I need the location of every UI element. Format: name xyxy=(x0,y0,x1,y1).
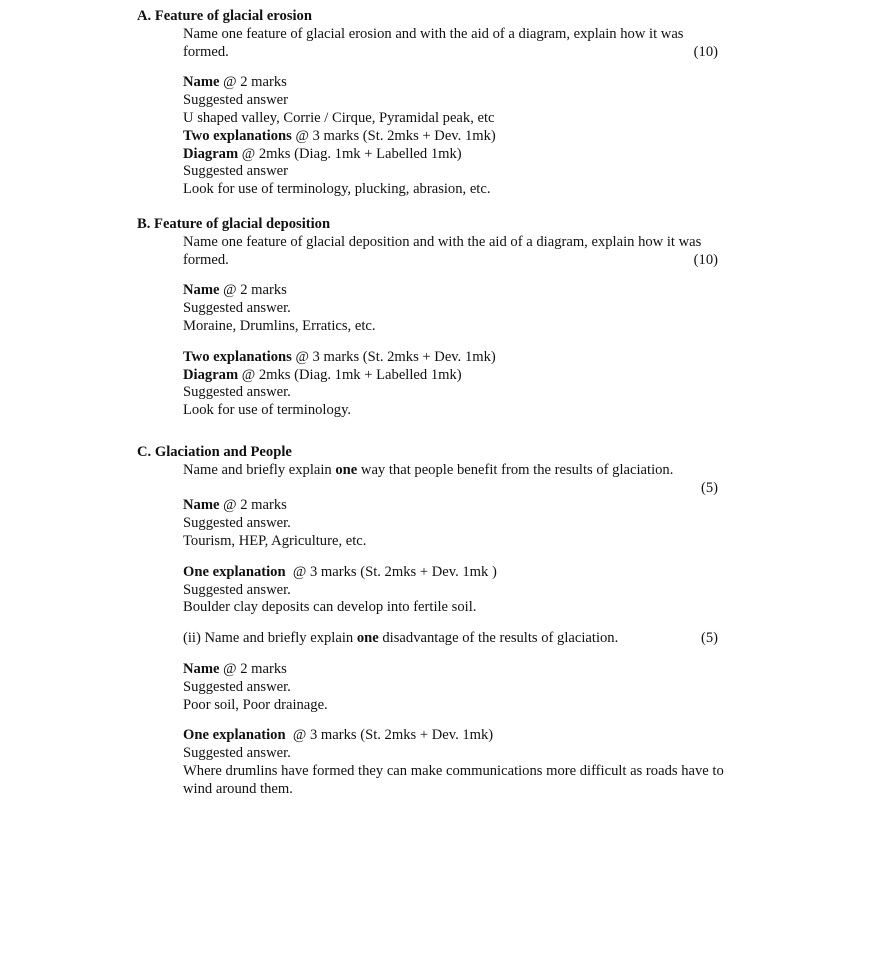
section-c-answer-4-line1: Where drumlins have formed they can make communications more difficult as roads have to xyxy=(183,762,724,779)
diagram-label: Diagram xyxy=(183,366,239,383)
section-b-marks: (10) xyxy=(693,251,718,268)
section-a-explanation-criterion xyxy=(183,128,757,146)
section-c-marks-2: (5) xyxy=(700,630,718,647)
section-a xyxy=(137,8,757,199)
explanation-label: Two explanations xyxy=(183,348,292,365)
section-b-answer-2: Look for use of terminology. xyxy=(183,402,352,419)
section-c-question-2 xyxy=(183,630,718,648)
name-label: Name xyxy=(183,282,220,299)
section-a-question-line2 xyxy=(183,44,718,62)
explanation-label: Two explanations xyxy=(183,127,292,144)
section-b-suggested-2: Suggested answer. xyxy=(183,384,291,401)
section-c-question xyxy=(183,462,757,480)
question-text: Name and briefly explain xyxy=(183,461,336,478)
explanation-label: One explanation xyxy=(183,563,286,580)
explanation-marks: @ 3 marks (St. 2mks + Dev. 1mk) xyxy=(291,127,496,144)
section-b-question-line2 xyxy=(183,252,718,270)
question-2-pre: (ii) Name and briefly explain xyxy=(183,630,357,647)
name-marks: @ 2 marks xyxy=(219,74,287,91)
section-c-explanation-criterion-2 xyxy=(183,727,757,745)
explanation-marks: @ 3 marks (St. 2mks + Dev. 1mk) xyxy=(285,727,494,744)
section-b-question-end: formed. xyxy=(183,251,229,268)
section-c-suggested-4: Suggested answer. xyxy=(183,745,291,762)
section-c xyxy=(137,444,757,799)
section-a-suggested-1: Suggested answer xyxy=(183,92,288,109)
question-2-text xyxy=(183,630,618,648)
section-c-title: C. Glaciation and People xyxy=(137,444,292,460)
section-b-diagram-criterion xyxy=(183,367,757,385)
diagram-marks: @ 2mks (Diag. 1mk + Labelled 1mk) xyxy=(238,145,462,162)
name-label: Name xyxy=(183,660,220,677)
section-c-answer-4-line2: wind around them. xyxy=(183,780,293,797)
section-c-answer-2: Boulder clay deposits can develop into fertile soil. xyxy=(183,599,477,616)
section-a-diagram-criterion xyxy=(183,146,757,164)
explanation-marks: @ 3 marks (St. 2mks + Dev. 1mk ) xyxy=(285,563,497,580)
section-a-answer-1: U shaped valley, Corrie / Cirque, Pyramidal peak, etc xyxy=(183,109,495,126)
name-marks: @ 2 marks xyxy=(219,282,287,299)
question-2-post: disadvantage of the results of glaciation. xyxy=(378,630,619,647)
section-c-name-criterion xyxy=(183,497,757,515)
section-b-question-line1: Name one feature of glacial deposition and with the aid of a diagram, explain how it was xyxy=(183,233,702,250)
section-a-title: A. Feature of glacial erosion xyxy=(137,8,312,24)
question-emphasis: one xyxy=(335,461,358,478)
diagram-label: Diagram xyxy=(183,145,239,162)
section-b-name-criterion xyxy=(183,282,757,300)
section-a-suggested-2: Suggested answer xyxy=(183,163,288,180)
name-label: Name xyxy=(183,497,220,514)
section-c-answer-3: Poor soil, Poor drainage. xyxy=(183,696,328,713)
explanation-label: One explanation xyxy=(183,727,286,744)
name-label: Name xyxy=(183,74,220,91)
section-b xyxy=(137,216,757,420)
section-b-suggested-1: Suggested answer. xyxy=(183,300,291,317)
section-c-name-criterion-2 xyxy=(183,661,757,679)
question-text-end: way that people benefit from the results of glaciation. xyxy=(357,461,674,478)
section-b-title: B. Feature of glacial deposition xyxy=(137,216,331,232)
name-marks: @ 2 marks xyxy=(219,660,287,677)
section-c-marks-row xyxy=(183,480,718,498)
section-a-question-end: formed. xyxy=(183,43,229,60)
section-b-explanation-criterion xyxy=(183,349,757,367)
explanation-marks: @ 3 marks (St. 2mks + Dev. 1mk) xyxy=(291,348,496,365)
section-c-answer-1: Tourism, HEP, Agriculture, etc. xyxy=(183,532,367,549)
section-c-suggested-3: Suggested answer. xyxy=(183,678,291,695)
diagram-marks: @ 2mks (Diag. 1mk + Labelled 1mk) xyxy=(238,366,462,383)
section-b-answer-1: Moraine, Drumlins, Erratics, etc. xyxy=(183,317,376,334)
question-2-emphasis: one xyxy=(356,630,379,647)
section-a-answer-2: Look for use of terminology, plucking, abrasion, etc. xyxy=(183,181,491,198)
section-a-question-line1: Name one feature of glacial erosion and with the aid of a diagram, explain how it was xyxy=(183,25,684,42)
name-marks: @ 2 marks xyxy=(219,497,287,514)
section-a-name-criterion xyxy=(183,74,757,92)
section-c-explanation-criterion xyxy=(183,564,757,582)
section-a-marks: (10) xyxy=(693,43,718,60)
section-c-marks-1: (5) xyxy=(700,479,718,496)
section-c-suggested-2: Suggested answer. xyxy=(183,581,291,598)
section-c-suggested-1: Suggested answer. xyxy=(183,515,291,532)
